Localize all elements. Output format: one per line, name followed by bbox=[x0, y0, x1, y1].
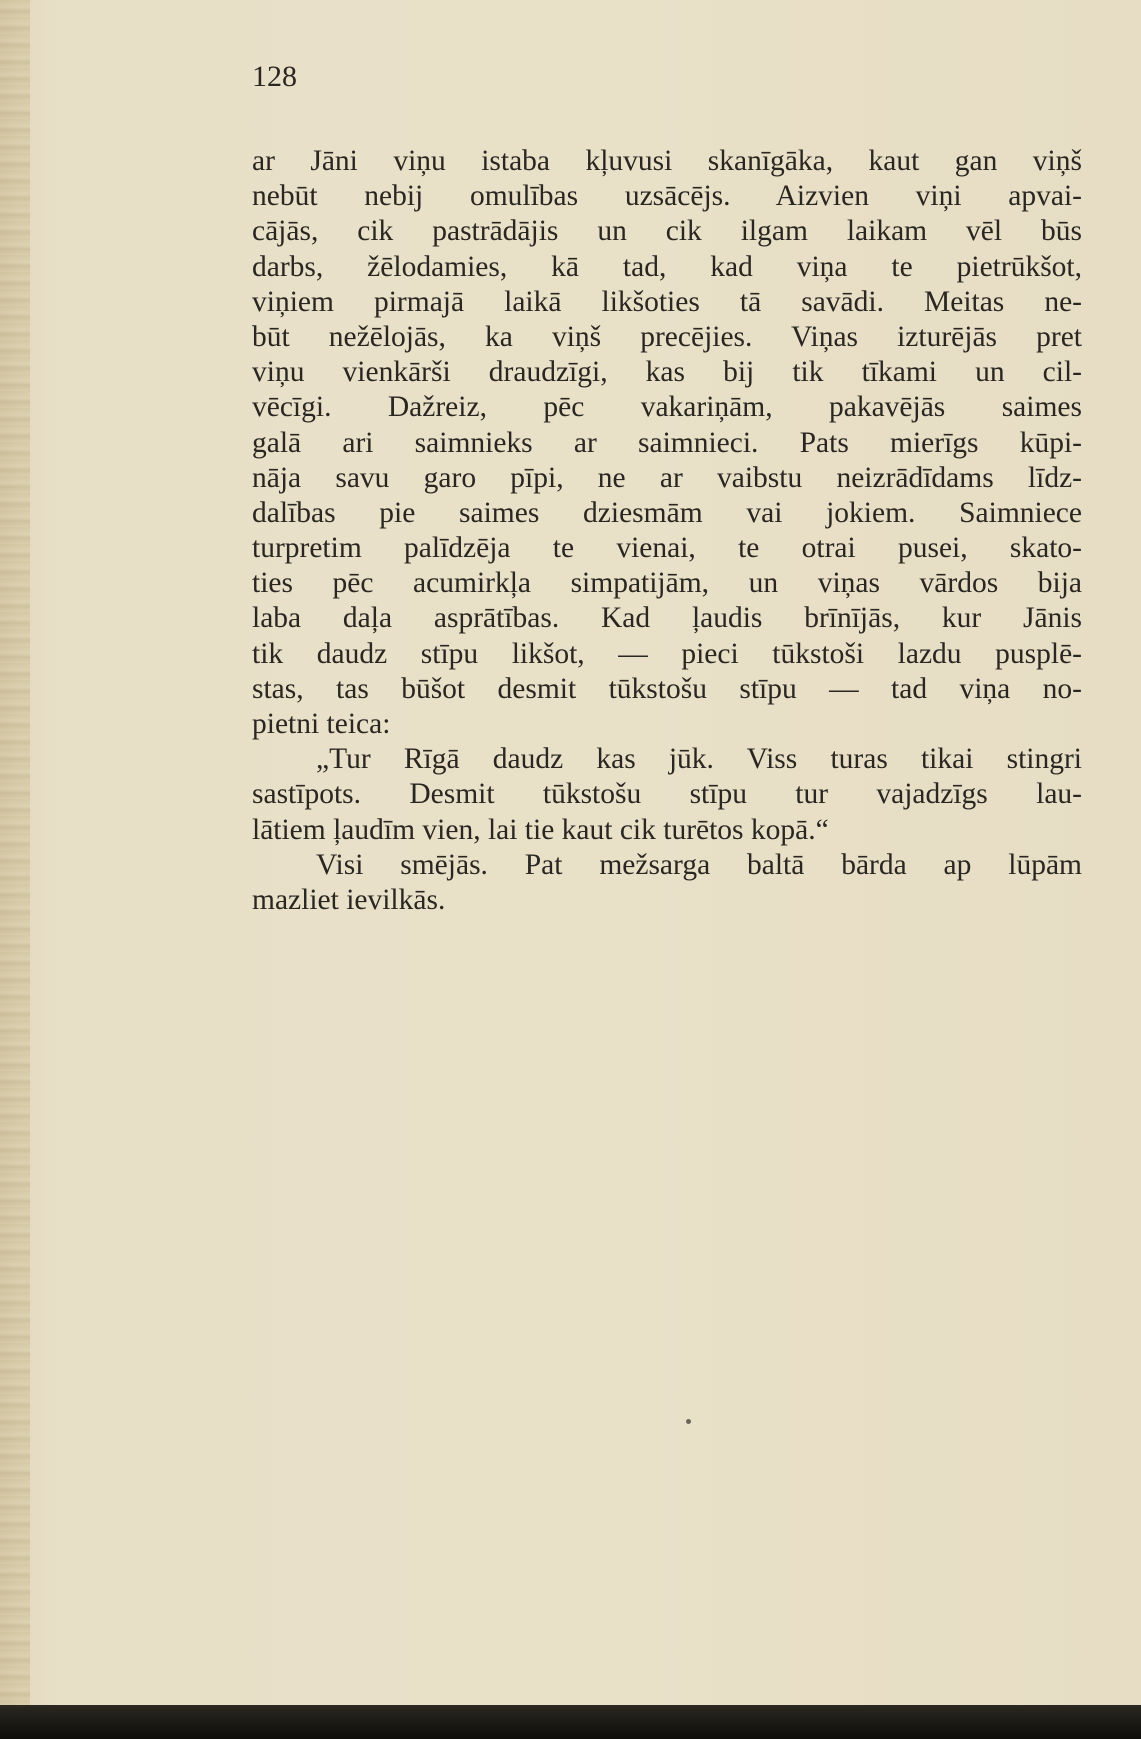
text-line: Visi smējās. Pat mežsarga baltā bārda ap lūpām bbox=[316, 848, 1082, 881]
text-line: lātiem ļaudīm vien, lai tie kaut cik turētos kopā.“ bbox=[252, 813, 829, 846]
page-gutter bbox=[0, 0, 30, 1705]
text-line: cājās, cik pastrādājis un cik ilgam laikam vēl būs bbox=[252, 215, 1082, 248]
ink-speck bbox=[686, 1419, 691, 1424]
text-line: sastīpots. Desmit tūkstošu stīpu tur vajadzīgs lau- bbox=[252, 778, 1082, 811]
text-line: ar Jāni viņu istaba kļuvusi skanīgāka, kaut gan viņš bbox=[252, 145, 1082, 177]
text-line: turpretim palīdzēja te vienai, te otrai pusei, skato- bbox=[252, 532, 1082, 565]
text-line: viņu vienkārši draudzīgi, kas bij tik tīkami un cil- bbox=[252, 356, 1082, 389]
text-line: viņiem pirmajā laikā likšoties tā savādi. Meitas ne- bbox=[252, 285, 1082, 318]
page-bottom-edge bbox=[0, 1705, 1141, 1739]
text-line: tik daudz stīpu likšot, — pieci tūkstoši lazdu pusplē- bbox=[252, 637, 1082, 670]
text-line: stas, tas būšot desmit tūkstošu stīpu — tad viņa no- bbox=[252, 672, 1082, 705]
body-text bbox=[252, 144, 1082, 918]
text-line: nāja savu garo pīpi, ne ar vaibstu neizrādīdams līdz- bbox=[252, 461, 1082, 494]
text-line: nebūt nebij omulības uzsācējs. Aizvien viņi apvai- bbox=[252, 180, 1082, 213]
text-line: darbs, žēlodamies, kā tad, kad viņa te pietrūkšot, bbox=[252, 250, 1082, 283]
text-line: galā ari saimnieks ar saimnieci. Pats mierīgs kūpi- bbox=[252, 426, 1082, 459]
text-line: laba daļa asprātības. Kad ļaudis brīnījās, kur Jānis bbox=[252, 602, 1082, 635]
text-line: dalības pie saimes dziesmām vai jokiem. Saimniece bbox=[252, 496, 1082, 529]
text-line: ties pēc acumirkļa simpatijām, un viņas vārdos bija bbox=[252, 567, 1082, 600]
text-line: vēcīgi. Dažreiz, pēc vakariņām, pakavējās saimes bbox=[252, 391, 1082, 424]
text-line: pietni teica: bbox=[252, 708, 391, 740]
text-line: „Tur Rīgā daudz kas jūk. Viss turas tikai stingri bbox=[316, 743, 1082, 776]
page-number: 128 bbox=[252, 60, 297, 93]
text-line: būt nežēlojās, ka viņš precējies. Viņas izturējās pret bbox=[252, 320, 1082, 353]
text-line: mazliet ievilkās. bbox=[252, 883, 446, 916]
